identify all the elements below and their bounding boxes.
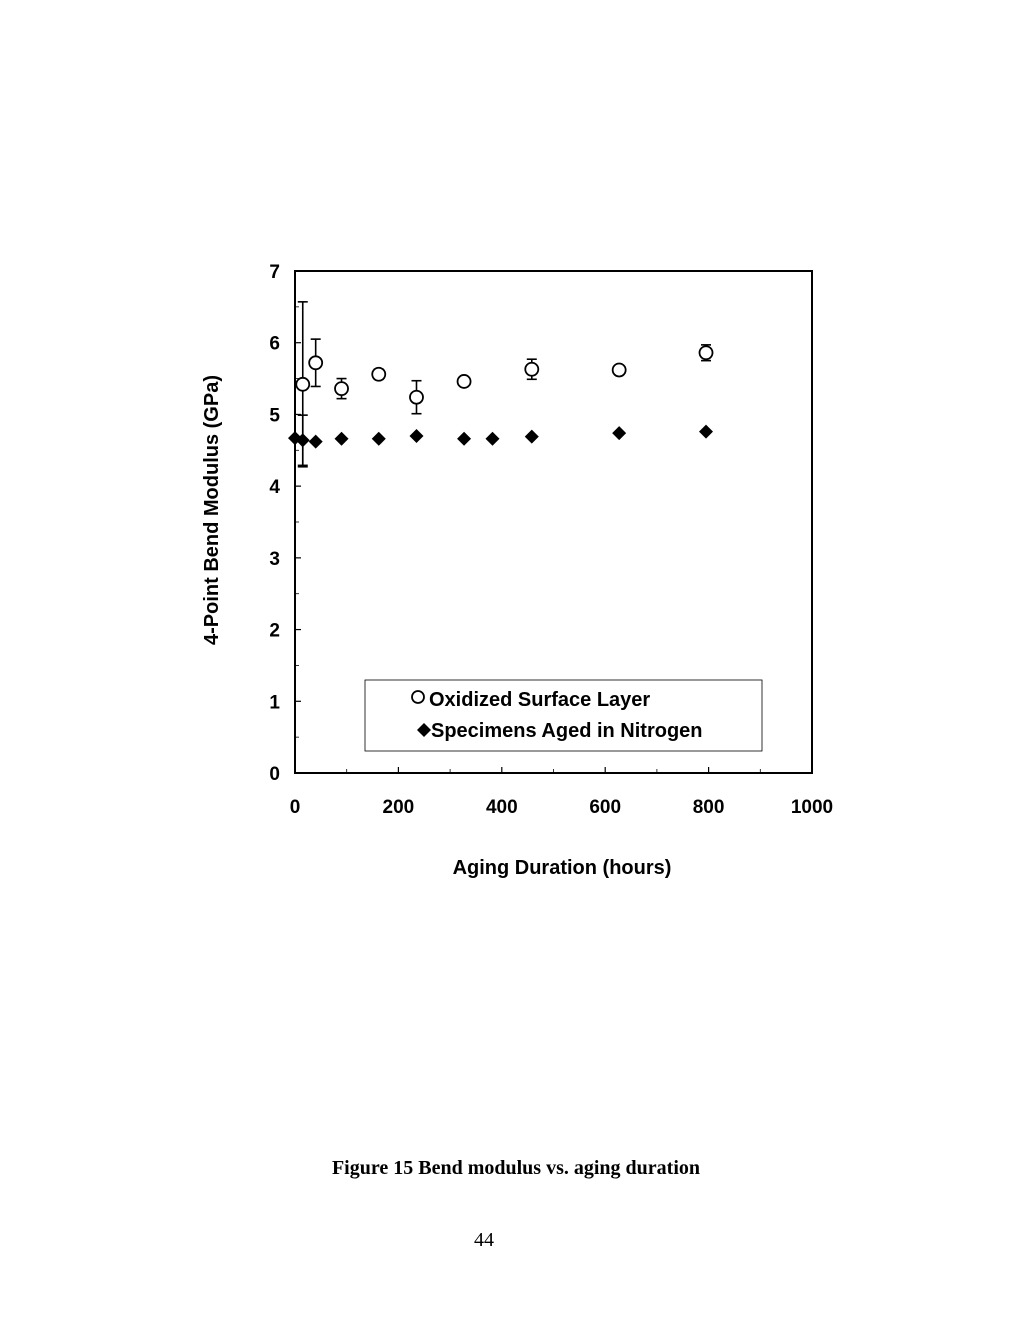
- oxidized-point: [458, 375, 471, 388]
- nitrogen-point: [699, 425, 713, 439]
- nitrogen-point: [309, 435, 323, 449]
- oxidized-point: [372, 368, 385, 381]
- nitrogen-point: [457, 432, 471, 446]
- x-tick-label: 1000: [790, 797, 834, 818]
- x-axis-title: Aging Duration (hours): [452, 857, 672, 879]
- y-tick-label: 7: [269, 262, 280, 283]
- y-tick-label: 3: [269, 548, 280, 570]
- legend-label-oxidized: Oxidized Surface Layer: [429, 689, 651, 711]
- y-tick-label: 1: [269, 692, 280, 714]
- nitrogen-point: [485, 432, 499, 446]
- y-tick-label: 5: [269, 405, 280, 427]
- y-tick-label: 2: [269, 620, 280, 642]
- x-tick-label: 800: [692, 797, 725, 818]
- oxidized-point: [525, 363, 538, 376]
- nitrogen-point: [335, 432, 349, 446]
- oxidized-point: [410, 391, 423, 404]
- y-tick-label: 6: [269, 333, 280, 355]
- nitrogen-point: [409, 429, 423, 443]
- y-tick-label: 0: [269, 764, 280, 785]
- nitrogen-point: [612, 426, 626, 440]
- y-tick-label: 4: [269, 477, 280, 499]
- data-marks: [288, 302, 713, 467]
- legend-label-nitrogen: Specimens Aged in Nitrogen: [431, 720, 703, 742]
- x-tick-label: 600: [589, 797, 622, 818]
- y-axis-ticks: [269, 262, 301, 785]
- oxidized-point: [309, 356, 322, 369]
- legend: [365, 680, 762, 751]
- legend-circle-icon: [412, 691, 424, 703]
- oxidized-point: [613, 363, 626, 376]
- oxidized-point: [296, 378, 309, 391]
- figure-caption: Figure 15 Bend modulus vs. aging duration: [331, 1157, 701, 1179]
- page-number: 44: [474, 1229, 494, 1251]
- nitrogen-point: [525, 430, 539, 444]
- oxidized-point: [335, 382, 348, 395]
- nitrogen-point: [372, 432, 386, 446]
- x-axis-ticks: [290, 767, 833, 818]
- y-axis-title: 4-Point Bend Modulus (GPa): [201, 375, 223, 645]
- x-tick-label: 400: [485, 797, 518, 818]
- x-tick-label: 0: [289, 797, 301, 818]
- oxidized-point: [700, 346, 713, 359]
- x-tick-label: 200: [382, 797, 415, 818]
